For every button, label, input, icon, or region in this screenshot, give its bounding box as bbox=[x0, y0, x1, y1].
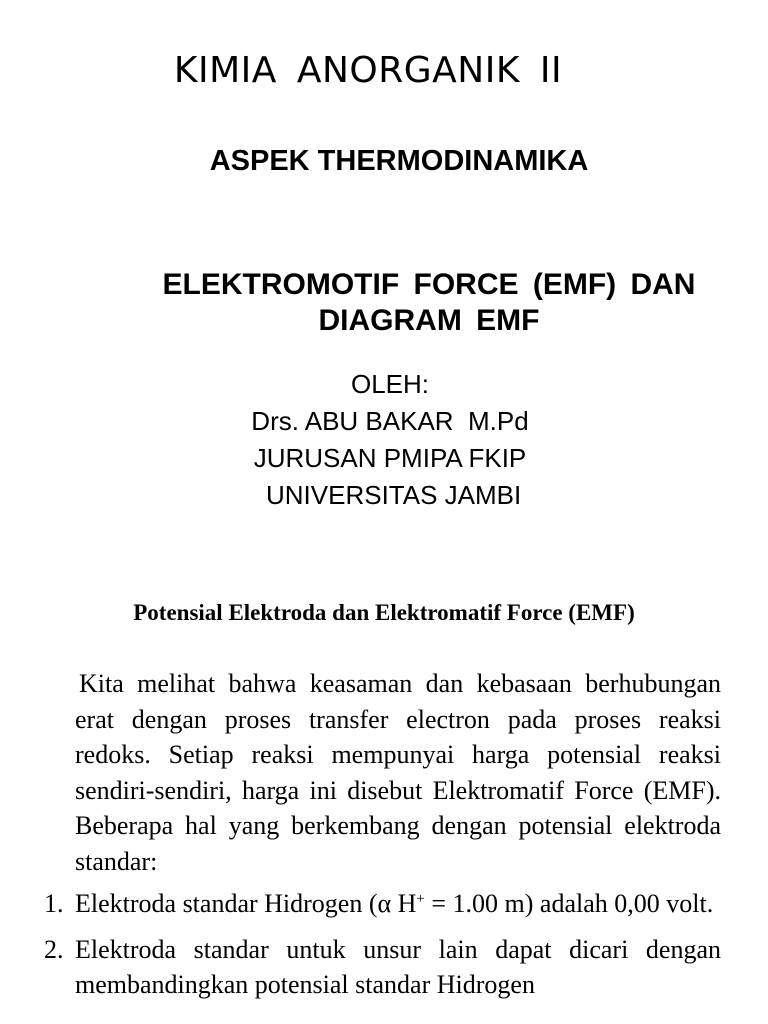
body-paragraph-text: Kita melihat bahwa keasaman dan kebasaan berhubungan erat dengan proses transfer electron pada proses reaksi redoks. Setiap reaksi mempunyai harga potensial reaksi sendiri-sendiri, harga ini disebut Elektromatif Force (EMF). Beberapa hal yang berkembang dengan potensial elektroda standar: bbox=[75, 669, 721, 876]
topic-line-2: DIAGRAM EMF bbox=[318, 304, 540, 337]
list-item-text-before: Elektroda standar Hidrogen (α H bbox=[75, 889, 417, 918]
numbered-list bbox=[44, 886, 721, 1013]
topic-heading bbox=[90, 267, 768, 339]
page-subtitle: ASPEK THERMODINAMIKA bbox=[209, 145, 589, 177]
author-department: JURUSAN PMIPA FKIP bbox=[253, 443, 527, 473]
list-item-number: 2. bbox=[44, 934, 64, 964]
list-item-superscript: + bbox=[416, 891, 425, 907]
author-block bbox=[0, 366, 768, 514]
list-item-text-after: = 1.00 m) adalah 0,00 volt. bbox=[424, 889, 714, 918]
body-paragraph bbox=[75, 666, 721, 879]
author-name: Drs. ABU BAKAR M.Pd bbox=[251, 406, 529, 436]
author-label: OLEH: bbox=[350, 369, 430, 399]
author-university: UNIVERSITAS JAMBI bbox=[258, 480, 522, 510]
topic-line-1: ELEKTROMOTIF FORCE (EMF) DAN bbox=[162, 268, 696, 301]
list-item bbox=[44, 886, 721, 922]
list-item-number: 1. bbox=[44, 889, 64, 918]
list-item-text: Elektroda standar untuk unsur lain dapat dicari dengan membandingkan potensial standar Hidrogen bbox=[75, 934, 721, 999]
list-item bbox=[44, 932, 721, 1003]
section-heading: Potensial Elektroda dan Elektromatif Force (EMF) bbox=[133, 600, 635, 625]
page-title: KIMIA ANORGANIK II bbox=[173, 50, 563, 91]
list-item-text bbox=[75, 889, 713, 918]
